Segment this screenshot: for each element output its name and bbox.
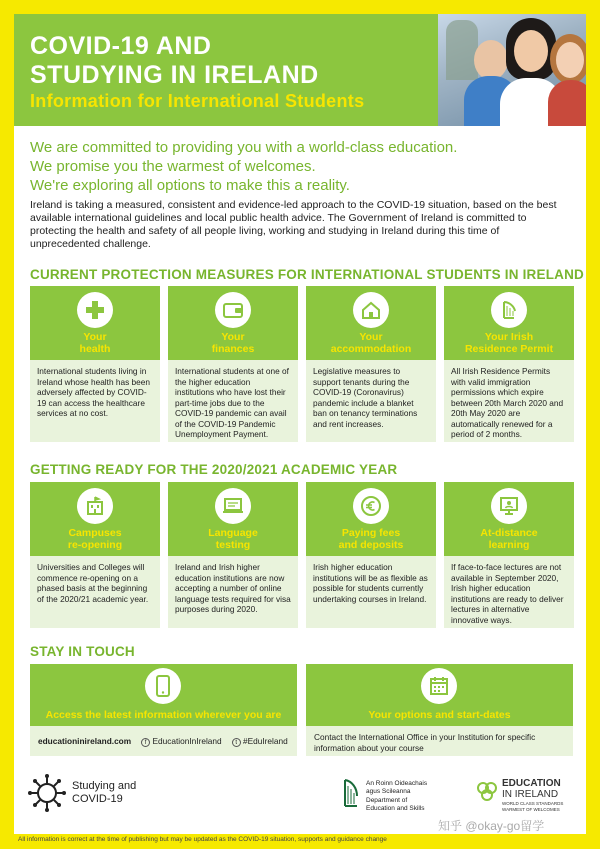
laptop-icon	[215, 488, 251, 524]
protection-heading: CURRENT PROTECTION MEASURES FOR INTERNATIONAL STUDENTS IN IRELAND	[30, 267, 585, 282]
card-label: Your finances	[211, 331, 255, 355]
touch-heading: STAY IN TOUCH	[30, 644, 135, 659]
website-link[interactable]: educationinireland.com	[38, 735, 132, 746]
twitter-icon: t	[232, 738, 241, 747]
social-links	[30, 726, 297, 756]
card-accommodation	[306, 286, 436, 442]
card-text: If face-to-face lectures are not available in September 2020, Irish higher education institutions are ready to deliver lectures in alternative innovative ways.	[444, 556, 574, 628]
harp-icon	[491, 292, 527, 328]
education-in-ireland-logo: EDUCATION IN IRELAND WORLD CLASS STANDARDS WARMEST OF WELCOMES	[502, 778, 564, 812]
card-campuses	[30, 482, 160, 628]
card-label: Paying fees and deposits	[338, 527, 404, 551]
card-text: All Irish Residence Permits with valid immigration permissions which expire between 20th March 2020 and 20th May 2020 are automatically renewed for a period of 2 months.	[444, 360, 574, 442]
student-center	[514, 30, 548, 72]
card-distance-learning	[444, 482, 574, 628]
card-text: Universities and Colleges will commence re-opening on a phased basis at the beginning of the 2020/21 academic year.	[30, 556, 160, 628]
facebook-icon: f	[141, 738, 150, 747]
calendar-icon	[421, 668, 457, 704]
campus-building-icon	[77, 488, 113, 524]
poster	[14, 14, 586, 834]
monitor-person-icon	[491, 488, 527, 524]
intro-section	[30, 138, 570, 251]
wallet-icon	[215, 292, 251, 328]
harp-crest-icon	[342, 778, 360, 808]
eii-knot-icon	[476, 780, 498, 802]
student-left	[474, 40, 508, 80]
touch-latest-info	[30, 664, 297, 756]
card-text: International students living in Ireland whose health has been adversely affected by COVID-19 can access the healthcare services at no cost.	[30, 360, 160, 442]
facebook-link[interactable]: f EducationInIreland	[141, 736, 222, 747]
card-text: Irish higher education institutions will be as flexible as possible for students currently undertaking courses in Ireland.	[306, 556, 436, 628]
twitter-link[interactable]: t #EduIreland	[232, 736, 288, 747]
intro-paragraph: Ireland is taking a measured, consistent and evidence-led approach to the COVID-19 situation, based on the best available international guidelines and local public health advice. The Government of Ireland is committed to protecting the health and safety of all people living, working and studying in Ireland during this time of unprecedented challenge.	[30, 199, 557, 250]
header-banner	[14, 14, 586, 126]
touch-right-text: Contact the International Office in your Institution for specific information about your course	[306, 726, 573, 756]
house-icon	[353, 292, 389, 328]
card-label: At-distance learning	[480, 527, 538, 551]
card-paying-fees	[306, 482, 436, 628]
tagline-3: We're exploring all options to make this a reality.	[30, 177, 350, 194]
department-logo: An Roinn Oideachais agus Scileanna Department of Education and Skills	[366, 780, 428, 812]
students-photo	[438, 14, 586, 126]
touch-right-label: Your options and start-dates	[368, 709, 511, 721]
watermark: 知乎 @okay-go留学	[438, 819, 545, 833]
disclaimer: All information is correct at the time of publishing but may be updated as the COVID-19 situation, supports and guidance change	[18, 836, 387, 843]
touch-left-label: Access the latest information wherever you are	[45, 709, 282, 721]
page-subtitle: Information for International Students	[30, 91, 365, 111]
card-health	[30, 286, 160, 442]
student-right-body	[548, 80, 586, 126]
card-finances	[168, 286, 298, 442]
building-shape	[446, 20, 478, 80]
card-label: Language testing	[208, 527, 258, 551]
ready-heading: GETTING READY FOR THE 2020/2021 ACADEMIC YEAR	[30, 462, 398, 477]
page-title: COVID-19 AND STUDYING IN IRELAND	[30, 32, 319, 89]
card-text: Ireland and Irish higher education institutions are now accepting a number of online language tests required for visa purposes during 2020.	[168, 556, 298, 628]
medical-cross-icon	[77, 292, 113, 328]
card-language-testing	[168, 482, 298, 628]
card-label: Campuses re-opening	[67, 527, 123, 551]
card-label: Your Irish Residence Permit	[464, 331, 554, 355]
card-residence-permit	[444, 286, 574, 442]
studying-logo-text: Studying and COVID-19	[72, 780, 137, 805]
card-text: Legislative measures to support tenants during the COVID-19 (Coronavirus) pandemic include a blanket ban on tenancy terminations and rent increases.	[306, 360, 436, 442]
phone-icon	[145, 668, 181, 704]
virus-logo-icon	[28, 774, 66, 812]
euro-icon	[353, 488, 389, 524]
student-right	[556, 42, 584, 78]
tagline-1: We are committed to providing you with a world-class education.	[30, 139, 458, 156]
tagline-2: We promise you the warmest of welcomes.	[30, 158, 316, 175]
footer	[14, 762, 586, 824]
card-label: Your health	[79, 331, 111, 355]
touch-options	[306, 664, 573, 756]
card-label: Your accommodation	[330, 331, 412, 355]
card-text: International students at one of the higher education institutions who have lost their part-time jobs due to the COVID-19 pandemic can avail of the COVID-19 Pandemic Unemployment Payment.	[168, 360, 298, 442]
